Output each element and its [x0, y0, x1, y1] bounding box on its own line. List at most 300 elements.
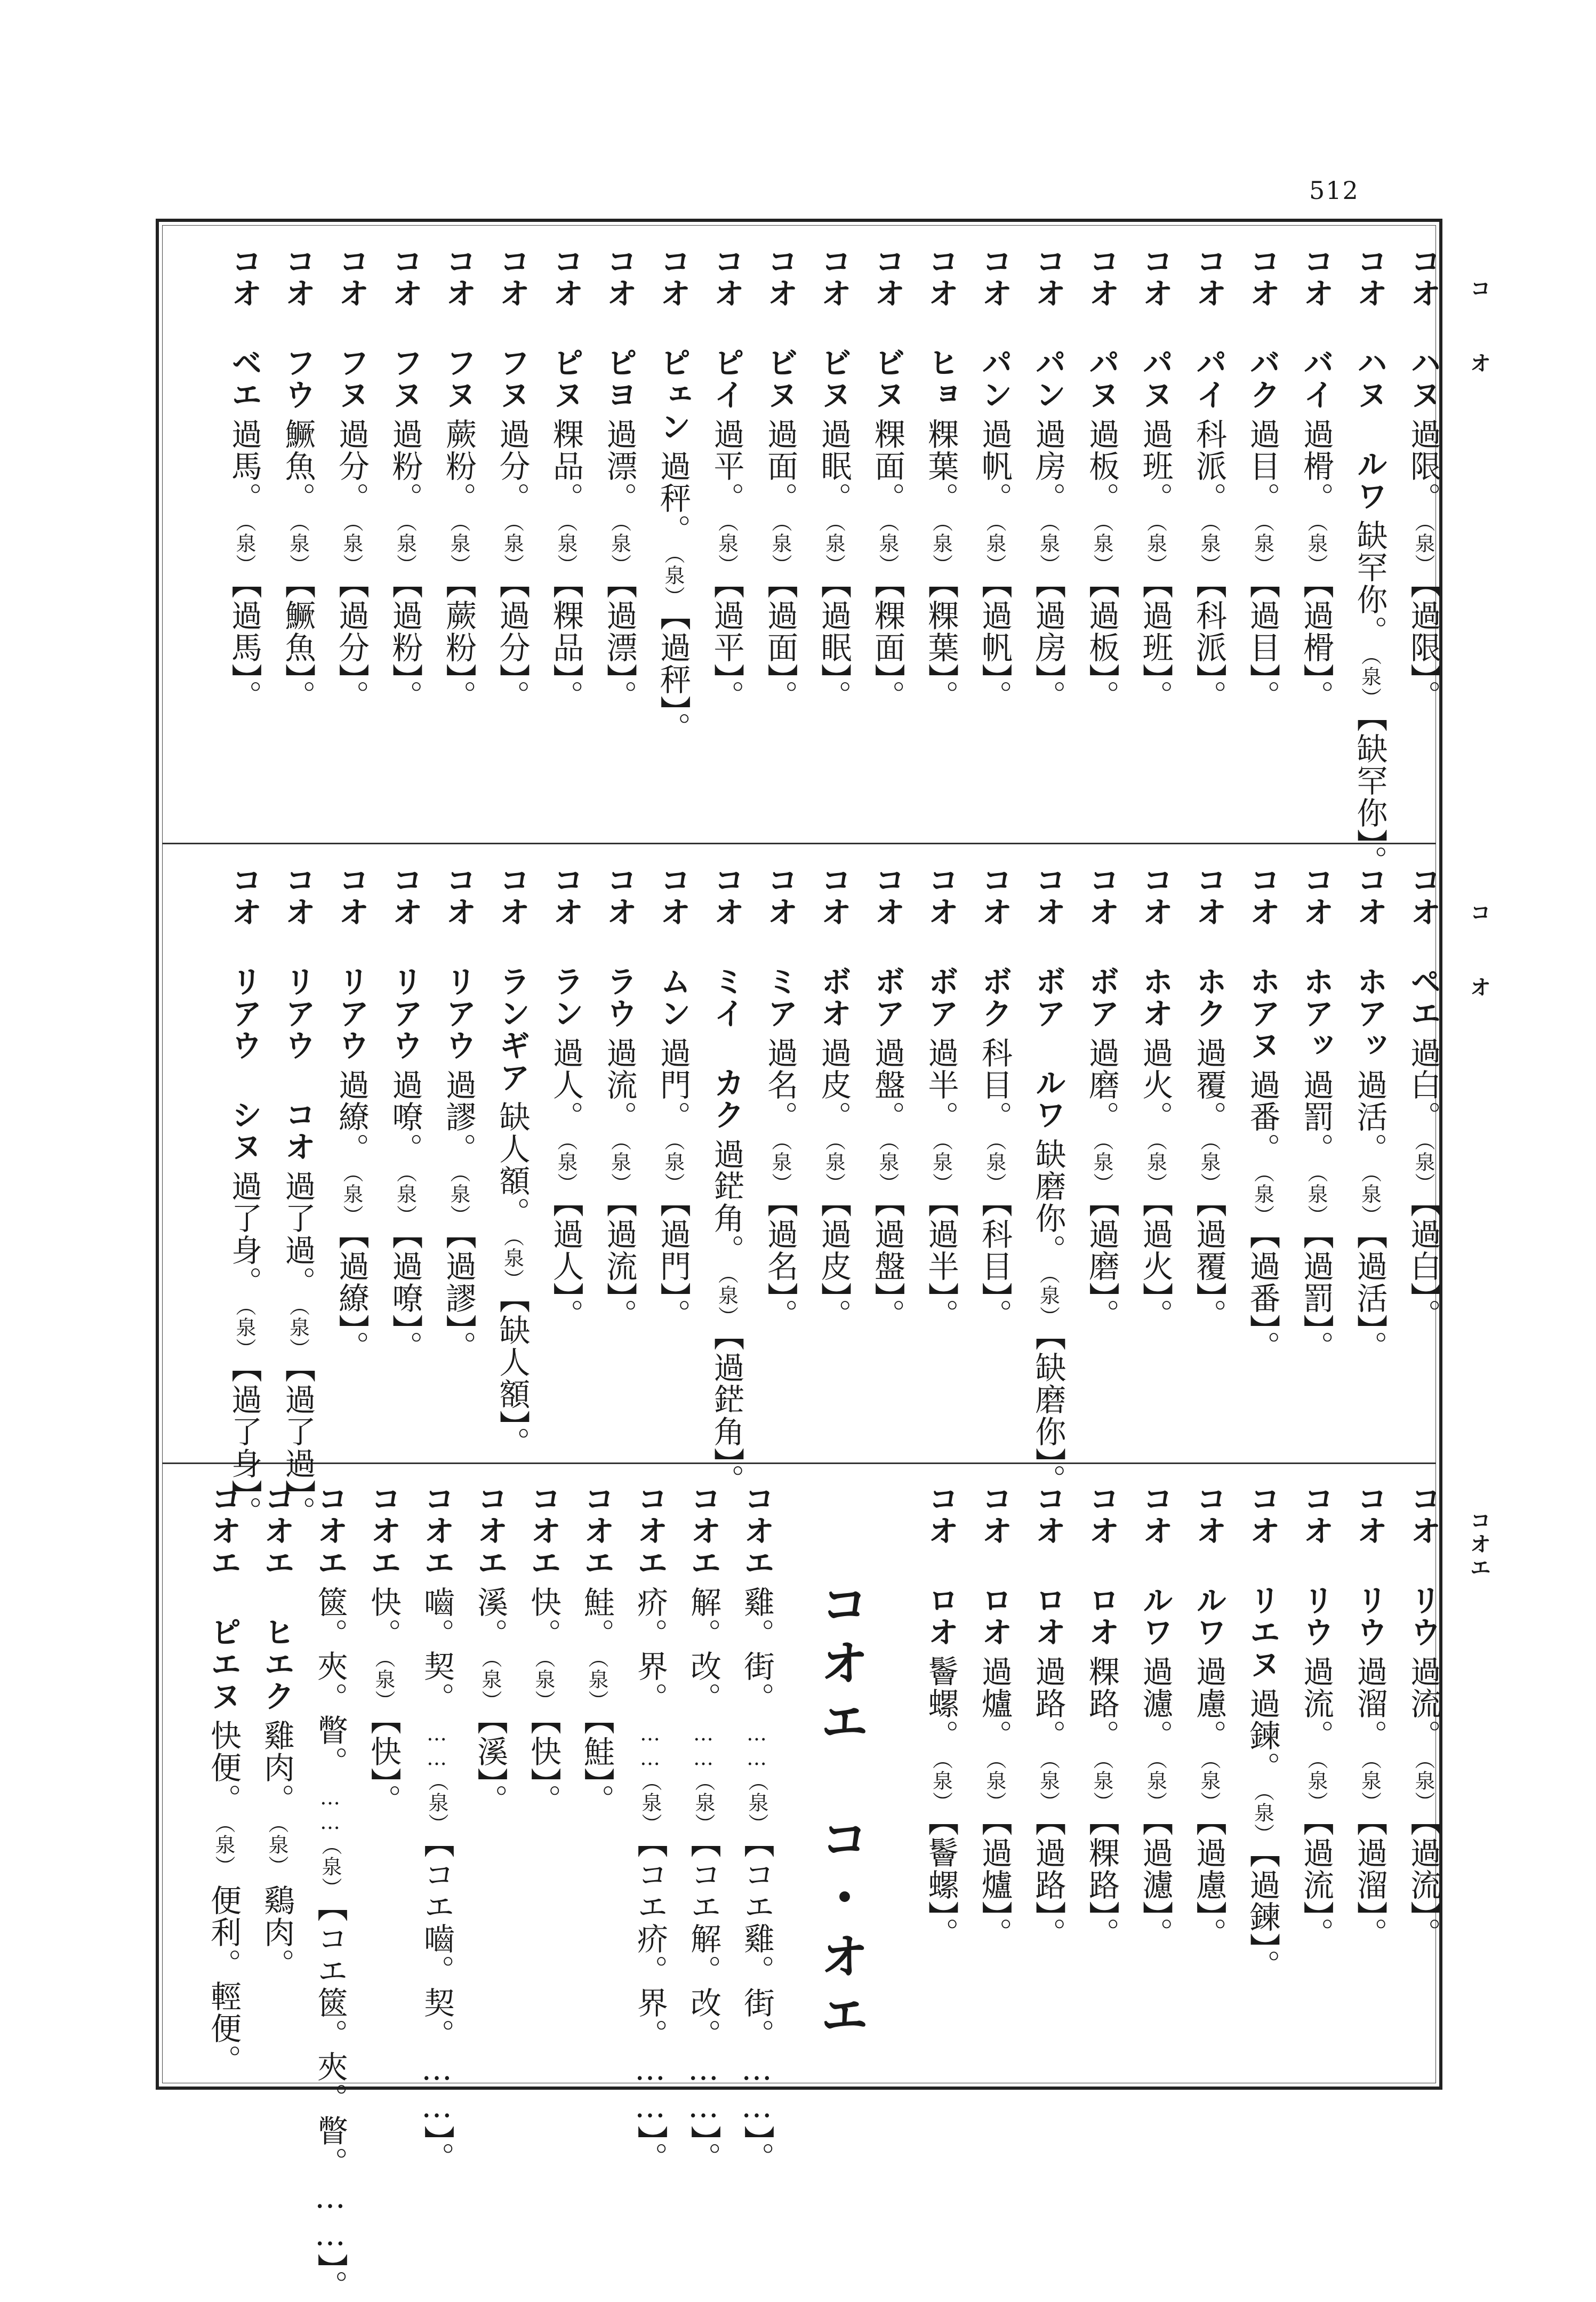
entry-headword: 過人。	[548, 1037, 584, 1133]
dictionary-entry	[387, 864, 423, 1363]
section-divider	[162, 1462, 1436, 1464]
entry-headword: 粿面。	[869, 418, 905, 514]
entry-equivalent: 【過罰】。	[1298, 1234, 1334, 1363]
margin-label-2: コ オ	[1466, 901, 1491, 1013]
entry-source: （泉）	[340, 522, 363, 576]
dictionary-entry	[419, 1483, 455, 2174]
dictionary-entry	[1405, 1483, 1441, 1949]
entry-headword: 過面。	[762, 418, 798, 514]
dictionary-entry	[205, 1483, 242, 2076]
entry-equivalent: 【過慮】。	[1191, 1820, 1227, 1949]
entry-headword: 過名。	[762, 1037, 798, 1133]
dictionary-entry	[685, 1483, 721, 2174]
entry-source: （泉）	[876, 522, 899, 576]
entry-headword: 過門。	[655, 1037, 691, 1133]
dictionary-entry	[815, 245, 852, 712]
entry-headword: 缺人額。	[494, 1101, 531, 1229]
dictionary-entry	[655, 864, 691, 1331]
section-divider	[162, 843, 1436, 844]
dictionary-entry	[923, 864, 959, 1331]
entry-source: （泉）	[1197, 1140, 1221, 1194]
entry-source: （泉）	[500, 522, 524, 576]
entry-source: （泉）	[372, 1658, 395, 1712]
entry-headword: 粿品。	[548, 418, 584, 514]
entry-reading: コオ ルワ	[1191, 1483, 1227, 1648]
dictionary-entry	[1030, 864, 1066, 1496]
entry-reading: コオ リウ	[1351, 1483, 1388, 1648]
entry-headword: 蕨粉。	[440, 418, 477, 514]
dictionary-entry	[762, 864, 798, 1331]
entry-headword: 過繚。	[333, 1069, 370, 1165]
entry-equivalent: 【過馬】。	[226, 583, 262, 712]
dictionary-entry	[1084, 1483, 1120, 1949]
entry-reading: コオ リアウ	[440, 864, 477, 1061]
entry-equivalent: 【過面】。	[762, 583, 798, 712]
dictionary-entry	[1244, 864, 1281, 1363]
entry-headword: 鬠螺。	[923, 1656, 959, 1752]
entry-source: （泉）	[822, 522, 846, 576]
entry-source: （泉）	[232, 522, 256, 576]
entry-equivalent: 【過名】。	[762, 1202, 798, 1331]
entry-headword: 科派。	[1191, 418, 1227, 514]
dictionary-entry	[226, 245, 262, 712]
dictionary-entry	[1405, 864, 1441, 1331]
entry-source: （泉）	[1143, 522, 1167, 576]
entry-headword: 過磨。	[1084, 1037, 1120, 1133]
entry-reading: コオ ハヌ	[1405, 245, 1441, 411]
entry-headword: 篋。夾。瞥。	[312, 1586, 348, 1778]
entry-headword: 過盤。	[869, 1037, 905, 1133]
entry-equivalent: 【過門】。	[655, 1202, 691, 1331]
entry-equivalent: 【過榾】。	[1298, 583, 1334, 712]
entry-equivalent: 【鮭】。	[579, 1719, 615, 1816]
dictionary-entry	[333, 864, 370, 1363]
entry-reading: コオ ホアッ	[1351, 864, 1388, 1061]
dictionary-section-2	[165, 853, 1441, 1528]
entry-equivalent: 【科派】。	[1191, 583, 1227, 712]
entry-equivalent: 【過覆】。	[1191, 1202, 1227, 1331]
entry-reading: コオ リアウ	[333, 864, 370, 1061]
entry-reading: コオ フヌ	[494, 245, 531, 411]
entry-equivalent: 【過番】。	[1244, 1234, 1281, 1363]
entry-reading: コオ リアウ コオ	[279, 864, 316, 1163]
entry-equivalent: 【過嘹】。	[387, 1234, 423, 1363]
entry-equivalent: 【コエ雞。街。……】。	[739, 1842, 775, 2174]
entry-source: （泉）	[768, 1140, 792, 1194]
entry-source: （泉）	[929, 1759, 953, 1813]
dictionary-section-1	[165, 235, 1441, 877]
entry-source: （泉）	[1304, 1172, 1328, 1226]
entry-reading: コオ ランギア	[494, 864, 531, 1093]
dictionary-entry	[525, 1483, 562, 1816]
entry-reading: コオエ	[365, 1483, 402, 1579]
dictionary-entry	[976, 864, 1013, 1331]
entry-equivalent: 【過限】。	[1405, 583, 1441, 712]
entry-reading: コオ ロオ	[976, 1483, 1013, 1648]
entry-equivalent: 便利。輕便。	[205, 1884, 242, 2076]
entry-equivalent: 【過流】。	[1405, 1820, 1441, 1949]
dictionary-entry	[1137, 864, 1174, 1331]
entry-headword: 過房。	[1030, 418, 1066, 514]
dictionary-entry	[869, 245, 905, 712]
entry-source: （泉）	[1197, 1759, 1221, 1813]
dictionary-entry	[739, 1483, 775, 2174]
dictionary-entry	[494, 864, 531, 1459]
dictionary-entry	[1030, 245, 1066, 712]
entry-headword: 過濾。	[1137, 1656, 1174, 1752]
entry-reading: コオ ボア	[869, 864, 905, 1029]
entry-headword: 缺磨你。	[1030, 1138, 1066, 1266]
entry-reading: コオ ビヌ	[762, 245, 798, 411]
entry-source: （泉）	[393, 522, 417, 576]
entry-headword: 快。	[525, 1586, 562, 1650]
entry-headword: 過分。	[494, 418, 531, 514]
entry-reading: コオエ ピエヌ	[205, 1483, 242, 1712]
entry-reading: コオ リウ	[1298, 1483, 1334, 1648]
entry-equivalent: 【過了過】。	[279, 1367, 316, 1528]
dictionary-entry	[387, 245, 423, 712]
entry-headword: 過板。	[1084, 418, 1120, 514]
entry-equivalent: 【快】。	[525, 1719, 562, 1816]
entry-reading: コオ ヒョ	[923, 245, 959, 411]
entry-headword: 過謬。	[440, 1069, 477, 1165]
entry-source: （泉）	[607, 522, 631, 576]
entry-headword: 過活。	[1351, 1069, 1388, 1165]
entry-equivalent: 【コエ篋。夾。瞥。……】。	[312, 1906, 348, 2302]
entry-source: ……（泉）	[318, 1786, 342, 1899]
dictionary-entry	[976, 1483, 1013, 1949]
entry-equivalent: 【過了身】。	[226, 1367, 262, 1528]
entry-equivalent: 【過皮】。	[815, 1202, 852, 1331]
entry-reading: コオエ	[739, 1483, 775, 1579]
entry-source: （泉）	[929, 522, 953, 576]
entry-equivalent: 【缺磨你】。	[1030, 1335, 1066, 1496]
dictionary-entry	[279, 245, 316, 712]
entry-headword: 過秤。	[655, 450, 691, 546]
entry-headword: 過白。	[1405, 1037, 1441, 1133]
entry-equivalent: 【過目】。	[1244, 583, 1281, 712]
entry-equivalent: 【過分】。	[494, 583, 531, 712]
entry-source: （泉）	[447, 1172, 470, 1226]
entry-headword: 過流。	[601, 1037, 638, 1133]
entry-headword: 過流。	[1298, 1656, 1334, 1752]
entry-equivalent: 【缺人額】。	[494, 1298, 531, 1459]
entry-source: （泉）	[1411, 522, 1435, 576]
entry-headword: 過馬。	[226, 418, 262, 514]
entry-equivalent: 【粿路】。	[1084, 1820, 1120, 1949]
entry-equivalent: 【過帆】。	[976, 583, 1013, 712]
entry-reading: コオ ボア ルワ	[1030, 864, 1066, 1131]
entry-headword: 過帆。	[976, 418, 1013, 514]
entry-reading: コオ ラウ	[601, 864, 638, 1029]
entry-source: （泉）	[478, 1658, 502, 1712]
dictionary-entry	[226, 864, 262, 1528]
entry-reading: コオ ボク	[976, 864, 1013, 1029]
entry-headword: 過覆。	[1191, 1037, 1227, 1133]
dictionary-entry	[279, 864, 316, 1528]
entry-equivalent: 【過房】。	[1030, 583, 1066, 712]
entry-equivalent: 【過溜】。	[1351, 1820, 1388, 1949]
entry-reading: コオ ロオ	[923, 1483, 959, 1648]
dictionary-entry	[1137, 245, 1174, 712]
entry-equivalent: 【過濾】。	[1137, 1820, 1174, 1949]
entry-equivalent: 【缺罕你】。	[1351, 716, 1388, 877]
dictionary-entry	[1084, 245, 1120, 712]
entry-headword: 溪。	[472, 1586, 508, 1650]
entry-reading: コオ ロオ	[1084, 1483, 1120, 1648]
entry-source: （泉）	[585, 1658, 608, 1712]
entry-source: （泉）	[768, 522, 792, 576]
entry-equivalent: 【過人】。	[548, 1202, 584, 1331]
dictionary-entry	[1405, 245, 1441, 712]
section-heading: コオエ コ・オエ	[812, 1579, 869, 2048]
entry-equivalent: 【過半】。	[923, 1202, 959, 1331]
dictionary-entry	[440, 864, 477, 1363]
entry-equivalent: 【快】。	[365, 1719, 402, 1816]
entry-headword: 鱖魚。	[279, 418, 316, 514]
entry-source: （泉）	[532, 1658, 555, 1712]
entry-equivalent: 【過磨】。	[1084, 1202, 1120, 1331]
entry-source: （泉）	[286, 522, 310, 576]
dictionary-entry	[1298, 1483, 1334, 1949]
entry-source: （泉）	[393, 1172, 417, 1226]
entry-equivalent: 【過板】。	[1084, 583, 1120, 712]
entry-source: （泉）	[1090, 1759, 1113, 1813]
margin-label-1: コ オ	[1466, 277, 1491, 389]
entry-source: （泉）	[232, 1306, 256, 1360]
entry-source: （泉）	[1411, 1759, 1435, 1813]
entry-source: （泉）	[983, 1140, 1006, 1194]
entry-source: （泉）	[983, 1759, 1006, 1813]
entry-headword: 過番。	[1244, 1069, 1281, 1165]
entry-reading: コオエ	[632, 1483, 668, 1579]
entry-reading: コオエ	[579, 1483, 615, 1579]
entry-equivalent: 【過分】。	[333, 583, 370, 712]
entry-source: （泉）	[447, 522, 470, 576]
entry-headword: 過粉。	[387, 418, 423, 514]
dictionary-entry	[548, 864, 584, 1331]
entry-reading: コオ フヌ	[387, 245, 423, 411]
entry-source: （泉）	[661, 554, 685, 608]
entry-reading: コオ ルワ	[1137, 1483, 1174, 1648]
entry-reading: コオエ	[312, 1483, 348, 1579]
entry-reading: コオ ホク	[1191, 864, 1227, 1029]
entry-reading: コオエ	[525, 1483, 562, 1579]
entry-source: （泉）	[1197, 522, 1221, 576]
entry-reading: コオ ボア	[923, 864, 959, 1029]
dictionary-entry	[1030, 1483, 1066, 1949]
entry-reading: コオ ホアヌ	[1244, 864, 1281, 1061]
entry-headword: 鮭。	[579, 1586, 615, 1650]
entry-reading: コオ ラン	[548, 864, 584, 1029]
entry-reading: コオ バイ	[1298, 245, 1334, 411]
entry-headword: 過目。	[1244, 418, 1281, 514]
entry-headword: 快。	[365, 1586, 402, 1650]
entry-headword: 過半。	[923, 1037, 959, 1133]
entry-equivalent: 【過白】。	[1405, 1202, 1441, 1331]
entry-equivalent: 【鬠螺】。	[923, 1820, 959, 1949]
entry-headword: 過班。	[1137, 418, 1174, 514]
dictionary-entry	[1191, 1483, 1227, 1949]
dictionary-entry	[869, 864, 905, 1331]
dictionary-entry	[1244, 245, 1281, 712]
dictionary-entry	[579, 1483, 615, 1816]
entry-source: （泉）	[1036, 522, 1060, 576]
entry-headword: 過嘹。	[387, 1069, 423, 1165]
entry-headword: 過分。	[333, 418, 370, 514]
entry-equivalent: 【過班】。	[1137, 583, 1174, 712]
entry-reading: コオ フヌ	[333, 245, 370, 411]
entry-equivalent: 【過粉】。	[387, 583, 423, 712]
entry-equivalent: 【過謬】。	[440, 1234, 477, 1363]
entry-headword: 粿路。	[1084, 1656, 1120, 1752]
entry-headword: 粿葉。	[923, 418, 959, 514]
dictionary-entry	[333, 245, 370, 712]
entry-source: （泉）	[822, 1140, 846, 1194]
entry-equivalent: 【蕨粉】。	[440, 583, 477, 712]
entry-source: （泉）	[1250, 1791, 1274, 1845]
entry-source: ……（泉）	[692, 1722, 715, 1835]
entry-reading: コオ パン	[1030, 245, 1066, 411]
entry-source: （泉）	[1358, 1759, 1382, 1813]
entry-reading: コオ ペエ	[1405, 864, 1441, 1029]
entry-headword: 解。改。	[685, 1586, 721, 1714]
entry-headword: 過溜。	[1351, 1656, 1388, 1752]
entry-reading: コオエ	[419, 1483, 455, 1579]
entry-source: ……（泉）	[745, 1722, 768, 1835]
entry-headword: 過爐。	[976, 1656, 1013, 1752]
entry-headword: 過了過。	[279, 1170, 316, 1298]
entry-equivalent: 【過鋩角】。	[708, 1335, 745, 1496]
margin-label-3: コオエ	[1466, 1509, 1491, 1580]
entry-equivalent: 【過漂】。	[601, 583, 638, 712]
entry-reading: コオ ビヌ	[869, 245, 905, 411]
dictionary-entry	[440, 245, 477, 712]
entry-headword: 過漂。	[601, 418, 638, 514]
entry-headword: 雞肉。	[259, 1720, 295, 1816]
entry-source: （泉）	[1250, 1172, 1274, 1226]
entry-source: （泉）	[212, 1823, 235, 1877]
entry-reading: コオ ピヨ	[601, 245, 638, 411]
entry-headword: 過鍊。	[1244, 1688, 1281, 1784]
dictionary-entry	[1191, 245, 1227, 712]
dictionary-entry	[708, 245, 745, 712]
entry-headword: 疥。界。	[632, 1586, 668, 1714]
entry-equivalent: 【過繚】。	[333, 1234, 370, 1363]
entry-reading: コオ リアウ シヌ	[226, 864, 262, 1163]
entry-reading: コオ ホオ	[1137, 864, 1174, 1029]
entry-source: （泉）	[661, 1140, 685, 1194]
entry-reading: コオ ムン	[655, 864, 691, 1029]
entry-headword: 過限。	[1405, 418, 1441, 514]
entry-source: （泉）	[983, 522, 1006, 576]
entry-reading: コオ リウ	[1405, 1483, 1441, 1648]
entry-source: （泉）	[500, 1236, 524, 1290]
dictionary-entry	[762, 245, 798, 712]
entry-source: ……（泉）	[638, 1722, 662, 1835]
entry-reading: コオ リアウ	[387, 864, 423, 1061]
dictionary-entry	[1298, 864, 1334, 1363]
entry-headword: 過了身。	[226, 1170, 262, 1298]
entry-headword: 過流。	[1405, 1656, 1441, 1752]
entry-equivalent: 【粿葉】。	[923, 583, 959, 712]
entry-reading: コオ ベエ	[226, 245, 262, 411]
entry-equivalent: 【過盤】。	[869, 1202, 905, 1331]
entry-headword: 快便。	[205, 1720, 242, 1816]
entry-equivalent: 【粿品】。	[548, 583, 584, 712]
entry-reading: コオ ピイ	[708, 245, 745, 411]
dictionary-entry	[1351, 864, 1388, 1363]
entry-reading: コオエ	[472, 1483, 508, 1579]
dictionary-entry	[1298, 245, 1334, 712]
entry-headword: 雞。街。	[739, 1586, 775, 1714]
entry-reading: コオ フウ	[279, 245, 316, 411]
entry-reading: コオ ハヌ ルワ	[1351, 245, 1388, 512]
dictionary-entry	[632, 1483, 668, 2174]
entry-equivalent: 【コエ嚙。契。……】。	[419, 1842, 455, 2174]
entry-reading: コオ パイ	[1191, 245, 1227, 411]
entry-source: （泉）	[1143, 1759, 1167, 1813]
entry-equivalent: 鷄肉。	[259, 1884, 295, 1980]
entry-source: （泉）	[554, 1140, 578, 1194]
entry-source: （泉）	[876, 1140, 899, 1194]
entry-source: （泉）	[929, 1140, 953, 1194]
dictionary-entry	[472, 1483, 508, 1816]
entry-reading: コオ ビヌ	[815, 245, 852, 411]
entry-reading: コオ リエヌ	[1244, 1483, 1281, 1680]
entry-equivalent: 【過鍊】。	[1244, 1852, 1281, 1981]
dictionary-entry	[1084, 864, 1120, 1331]
entry-source: （泉）	[554, 522, 578, 576]
entry-headword: 過平。	[708, 418, 745, 514]
entry-equivalent: 【過路】。	[1030, 1820, 1066, 1949]
entry-headword: 過火。	[1137, 1037, 1174, 1133]
entry-source: （泉）	[1090, 522, 1113, 576]
dictionary-entry	[655, 245, 691, 744]
entry-source: （泉）	[1090, 1140, 1113, 1194]
entry-equivalent: 【コエ疥。界。……】。	[632, 1842, 668, 2174]
entry-equivalent: 【過流】。	[1298, 1820, 1334, 1949]
entry-reading: コオ パヌ	[1137, 245, 1174, 411]
entry-headword: 過路。	[1030, 1656, 1066, 1752]
entry-reading: コオ ミア	[762, 864, 798, 1029]
entry-source: （泉）	[286, 1306, 310, 1360]
entry-reading: コオ バク	[1244, 245, 1281, 411]
entry-headword: 過榾。	[1298, 418, 1334, 514]
entry-equivalent: 【溪】。	[472, 1719, 508, 1816]
dictionary-entry	[708, 864, 745, 1496]
entry-source: （泉）	[1143, 1140, 1167, 1194]
entry-source: （泉）	[1358, 1172, 1382, 1226]
entry-source: （泉）	[715, 522, 739, 576]
entry-reading: コオ ボア	[1084, 864, 1120, 1029]
dictionary-entry	[923, 1483, 959, 1949]
entry-source: （泉）	[1411, 1140, 1435, 1194]
entry-source: （泉）	[1358, 655, 1382, 709]
entry-reading: コオ ピヌ	[548, 245, 584, 411]
entry-headword: 過慮。	[1191, 1656, 1227, 1752]
dictionary-entry	[815, 864, 852, 1331]
dictionary-entry	[312, 1483, 348, 2302]
entry-source: （泉）	[715, 1274, 739, 1328]
entry-source: （泉）	[1304, 522, 1328, 576]
dictionary-section-3	[165, 1472, 1441, 2302]
entry-reading: コオ ボオ	[815, 864, 852, 1029]
entry-equivalent: 【粿面】。	[869, 583, 905, 712]
dictionary-entry	[601, 245, 638, 712]
entry-reading: コオ パヌ	[1084, 245, 1120, 411]
entry-reading: コオ パン	[976, 245, 1013, 411]
